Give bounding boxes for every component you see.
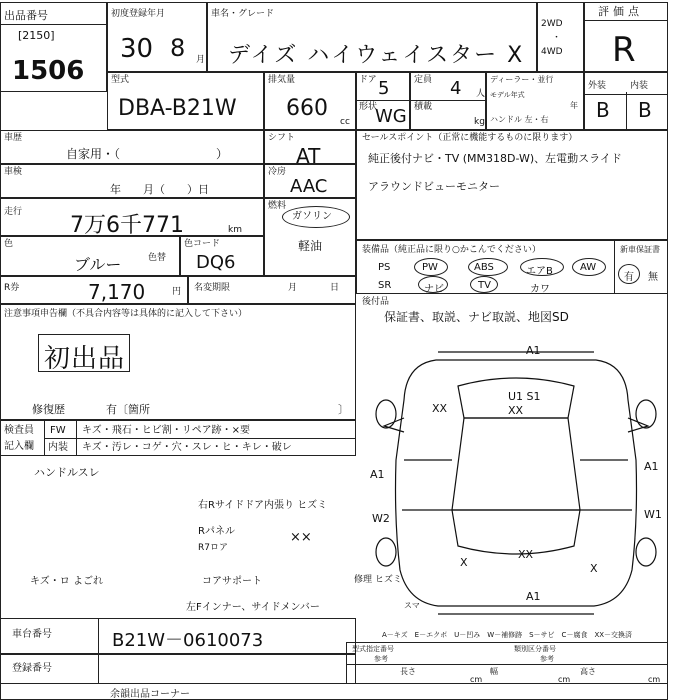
lot-ref: [2150]	[18, 29, 55, 42]
drive-4wd: 4WD	[541, 47, 563, 57]
ext-value: B	[596, 98, 610, 122]
ref-height: 高さ	[580, 667, 596, 676]
doors-value: 5	[378, 78, 390, 99]
chassis-value: B21W－0610073	[112, 630, 264, 651]
model-year-unit: 年	[570, 101, 578, 110]
drive-2wd: 2WD	[541, 19, 563, 29]
ref-cm3: cm	[648, 675, 661, 684]
equip-airbag: エアB	[526, 266, 553, 277]
mark-rear-xx: XX	[518, 548, 534, 561]
name-change-month: 月	[288, 283, 298, 293]
equip-tv: TV	[478, 280, 491, 291]
shift-value: AT	[296, 144, 321, 168]
mark-front-a1: A1	[526, 344, 541, 357]
warranty-yes: 有	[624, 272, 634, 283]
warranty-no: 無	[648, 272, 658, 283]
remark-door: 右Rサイドドア内張り ヒズミ	[198, 500, 328, 511]
remark-scratch: キズ・ロ よごれ	[30, 576, 103, 587]
color-change-label: 色替	[148, 253, 167, 263]
recycle-unit: 円	[172, 287, 182, 297]
model-year-label: モデル年式	[490, 91, 525, 99]
inspector-fw-items: キズ・飛石・ヒビ割・リペア跡・×要	[82, 425, 250, 436]
ref-width: 幅	[490, 667, 498, 676]
equip-aw: AW	[580, 262, 597, 273]
int-value: B	[638, 98, 652, 122]
remark-xx: ××	[290, 530, 312, 545]
remark-inner: 左Fインナー、サイドメンバー	[186, 602, 320, 613]
displacement-value: 660	[286, 96, 328, 121]
displacement-label: 排気量	[268, 75, 296, 85]
selling-label: セールスポイント（正常に機能するものに限ります）	[362, 133, 578, 143]
fuel-gas: ガソリン	[292, 211, 332, 222]
mark-right-w1: W1	[644, 508, 662, 521]
lot-label: 出品番号	[4, 9, 48, 22]
mileage-value: 7万6千771	[70, 213, 184, 238]
drive-dot: ・	[552, 33, 562, 43]
inspector-fw: FW	[50, 425, 66, 436]
aftermarket-value: 保証書、取説、ナビ取説、地図SD	[384, 310, 569, 324]
remark-repair: 修理 ヒズミ	[354, 575, 402, 585]
repair-value: 有〔箇所	[106, 403, 150, 416]
fuel-diesel: 軽油	[298, 239, 323, 253]
mark-left-a1: A1	[370, 468, 385, 481]
capacity-unit: 人	[476, 89, 486, 99]
first-reg-label: 初度登録年月	[111, 9, 166, 19]
equip-ps: PS	[378, 262, 391, 273]
ref-cm2: cm	[558, 675, 571, 684]
registration-box	[0, 654, 356, 684]
equip-divider	[614, 240, 615, 294]
repair-close: 〕	[338, 403, 349, 416]
doors-label: ドア	[359, 75, 377, 85]
model-value: デイズ ハイウェイスター X	[228, 43, 525, 68]
ext-label: 外装	[588, 81, 607, 91]
chassis-divider	[98, 618, 99, 654]
color-label: 色	[4, 239, 14, 249]
inspector-interior: 内装	[48, 442, 68, 453]
selling-line2: アラウンドビューモニター	[368, 180, 500, 193]
car-diagram	[366, 340, 666, 620]
history-value: 自家用・（ ）	[66, 147, 229, 161]
load-unit: kg	[474, 117, 485, 127]
type-label: 型式	[111, 75, 130, 85]
aftermarket-label: 後付品	[362, 297, 390, 307]
grade-label: 評価点	[598, 5, 643, 18]
inspector-label1: 検査員	[4, 425, 34, 436]
ref-length: 長さ	[400, 667, 416, 676]
color-code-value: DQ6	[196, 252, 236, 273]
inspector-interior-items: キズ・汚レ・コゲ・穴・スレ・ヒ・キレ・破レ	[82, 442, 292, 453]
displacement-unit: cc	[340, 117, 350, 127]
type-value: DBA-B21W	[118, 96, 237, 121]
ac-value: AAC	[290, 176, 328, 197]
ref-class-label: 類別区分番号	[514, 645, 556, 653]
fuel-label: 燃料	[268, 201, 287, 211]
equip-leather: カワ	[530, 284, 550, 295]
dealer-label: ディーラー・並行	[490, 75, 554, 84]
equipment-label: 装備品（純正品に限り○かこんでください）	[362, 245, 541, 255]
notes-stamp: 初出品	[44, 344, 126, 374]
lot-divider	[0, 24, 107, 25]
footer: 余韻出品コーナー	[110, 689, 190, 700]
registration-label: 登録番号	[12, 663, 52, 674]
int-label: 内装	[630, 81, 649, 91]
color-value: ブルー	[74, 255, 122, 274]
ext-int-divider	[626, 92, 627, 130]
ac-label: 冷房	[268, 167, 287, 177]
inspection-value: 年 月（ ）日	[110, 183, 209, 196]
name-change-label: 名変期限	[194, 283, 231, 293]
recycle-label: R券	[4, 283, 20, 293]
first-reg-month-unit: 月	[196, 55, 206, 65]
warranty-label: 新車保証書	[620, 245, 660, 254]
ref-hdiv	[346, 664, 668, 665]
handle-label: ハンドル 左・右	[490, 115, 549, 124]
notes-label: 注意事項申告欄（不具合内容等は具体的に記入して下さい）	[4, 309, 248, 319]
equip-navi: ナビ	[424, 284, 444, 295]
mark-right-a1: A1	[644, 460, 659, 473]
ref-box	[346, 642, 668, 684]
mark-left-w2: W2	[372, 512, 390, 525]
capacity-value: 4	[450, 78, 462, 99]
ext-int-hdiv	[584, 94, 668, 95]
history-label: 車歴	[4, 133, 23, 143]
mark-fl-xx: XX	[432, 402, 448, 415]
capacity-label: 定員	[414, 75, 433, 85]
remark-suma: スマ	[404, 601, 420, 610]
shape-label: 形状	[359, 102, 378, 112]
mileage-label: 走行	[4, 207, 23, 217]
lot-number: 1506	[12, 56, 85, 86]
equip-abs: ABS	[474, 262, 494, 273]
mark-rear-a1: A1	[526, 590, 541, 603]
remark-core: コアサポート	[202, 576, 262, 587]
ref-cm1: cm	[470, 675, 483, 684]
color-code-label: 色コード	[184, 239, 221, 249]
ref-class-label2: 参考	[540, 655, 554, 663]
load-label: 積載	[414, 102, 433, 112]
remark-rpanel: Rパネル	[198, 526, 235, 537]
mark-roof-xx: XX	[508, 404, 524, 417]
name-change-day: 日	[330, 283, 340, 293]
inspection-label: 車検	[4, 167, 23, 177]
equip-sr: SR	[378, 280, 392, 291]
recycle-value: 7,170	[88, 280, 146, 304]
remark-handle: ハンドルスレ	[34, 466, 100, 479]
ref-dealer-label2: 参考	[374, 655, 388, 663]
inspector-label2: 記入欄	[4, 441, 34, 452]
mark-roof-u1s1: U1 S1	[508, 390, 541, 403]
selling-line1: 純正後付ナビ・TV (MM318D-W)、左電動スライド	[368, 152, 622, 165]
grade-divider	[584, 20, 668, 21]
chassis-label: 車台番号	[12, 629, 52, 640]
shape-value: WG	[375, 106, 407, 127]
inspector-hdiv	[44, 438, 356, 439]
model-label: 車名・グレード	[211, 9, 275, 19]
mark-rr-x: X	[590, 562, 598, 575]
repair-label: 修復歴	[32, 403, 65, 416]
first-reg-month: 8	[170, 34, 186, 62]
equip-pw: PW	[422, 262, 438, 273]
grade-value: R	[612, 30, 636, 70]
registration-divider	[98, 654, 99, 684]
ref-dealer-label: 型式指定番号	[352, 645, 394, 653]
remark-r7: R7ロア	[198, 543, 228, 553]
shift-label: シフト	[268, 133, 296, 143]
legend: A－キズ E－エクボ U－凹み W－補修跡 S－サビ C－腐食 XX－交換済	[382, 631, 633, 639]
first-reg-year: 30	[120, 34, 154, 64]
mileage-unit: km	[228, 225, 242, 235]
mark-rl-x: X	[460, 556, 468, 569]
